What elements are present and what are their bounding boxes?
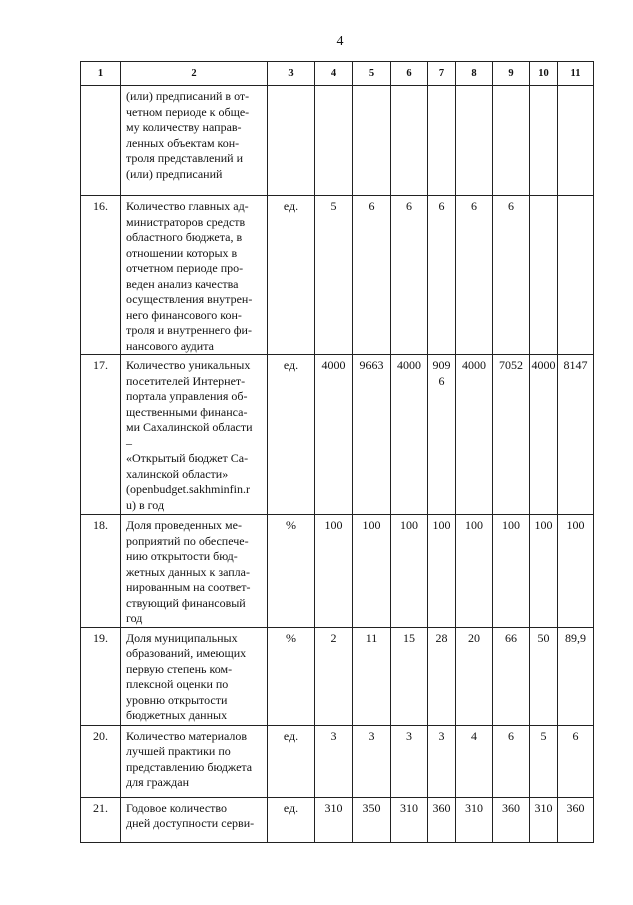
header-cell: 5 (353, 62, 391, 86)
value-cell (353, 86, 391, 196)
value-cell: 360 (428, 797, 456, 842)
value-cell: 66 (493, 627, 530, 725)
indicator-name: Количество уникальных посетителей Интернет- портала управления об- щественными финанса- ми Сахалинской области – «Открытый бюджет Са- халинской области» (openbudget.sakhminfin.r u) в год (121, 355, 268, 515)
indicator-name: Количество главных ад- министраторов средств областного бюджета, в отношении которых в отчетном периоде про- веден анализ качества осуществления внутрен- него финансового кон- троля и внутреннего фи- нансового аудита (121, 196, 268, 355)
value-cell: 3 (391, 725, 428, 797)
value-cell (558, 196, 594, 355)
unit-cell: % (268, 515, 315, 628)
value-cell: 3 (428, 725, 456, 797)
table-header-row (81, 62, 594, 86)
row-number: 18. (81, 515, 121, 628)
value-cell: 3 (315, 725, 353, 797)
value-cell: 50 (530, 627, 558, 725)
value-cell: 360 (558, 797, 594, 842)
table-row (81, 355, 594, 515)
unit-cell: ед. (268, 797, 315, 842)
indicator-name: Количество материалов лучшей практики по представлению бюджета для граждан (121, 725, 268, 797)
value-cell: 3 (353, 725, 391, 797)
value-cell: 9663 (353, 355, 391, 515)
value-cell: 6 (391, 196, 428, 355)
value-cell: 909 6 (428, 355, 456, 515)
value-cell: 8147 (558, 355, 594, 515)
value-cell: 2 (315, 627, 353, 725)
value-cell: 28 (428, 627, 456, 725)
row-number: 16. (81, 196, 121, 355)
value-cell: 360 (493, 797, 530, 842)
value-cell: 310 (315, 797, 353, 842)
value-cell: 11 (353, 627, 391, 725)
value-cell (530, 196, 558, 355)
value-cell: 310 (456, 797, 493, 842)
header-cell: 8 (456, 62, 493, 86)
value-cell: 4000 (391, 355, 428, 515)
row-number (81, 86, 121, 196)
table-row (81, 515, 594, 628)
value-cell: 6 (493, 725, 530, 797)
row-number: 17. (81, 355, 121, 515)
header-cell: 2 (121, 62, 268, 86)
unit-cell: ед. (268, 725, 315, 797)
value-cell: 5 (530, 725, 558, 797)
row-number: 21. (81, 797, 121, 842)
unit-cell: ед. (268, 355, 315, 515)
indicator-name: Годовое количество дней доступности серви- (121, 797, 268, 842)
value-cell: 310 (391, 797, 428, 842)
row-number: 20. (81, 725, 121, 797)
value-cell: 100 (353, 515, 391, 628)
value-cell: 100 (391, 515, 428, 628)
header-cell: 3 (268, 62, 315, 86)
value-cell (530, 86, 558, 196)
header-cell: 1 (81, 62, 121, 86)
header-cell: 7 (428, 62, 456, 86)
value-cell: 100 (558, 515, 594, 628)
header-cell: 11 (558, 62, 594, 86)
value-cell: 4000 (530, 355, 558, 515)
value-cell: 6 (558, 725, 594, 797)
value-cell: 15 (391, 627, 428, 725)
unit-cell (268, 86, 315, 196)
value-cell: 4 (456, 725, 493, 797)
value-cell: 4000 (456, 355, 493, 515)
value-cell: 100 (493, 515, 530, 628)
value-cell: 6 (493, 196, 530, 355)
header-cell: 9 (493, 62, 530, 86)
value-cell (391, 86, 428, 196)
indicator-name: Доля проведенных ме- роприятий по обеспече- нию открытости бюд- жетных данных к запла- нированным на соответ- ствующий финансовый год (121, 515, 268, 628)
value-cell (315, 86, 353, 196)
value-cell (493, 86, 530, 196)
value-cell: 100 (456, 515, 493, 628)
indicator-name: (или) предписаний в от- четном периоде к обще- му количеству направ- ленных объектам кон- троля представлений и (или) предписаний (121, 86, 268, 196)
value-cell: 100 (428, 515, 456, 628)
table-row (81, 725, 594, 797)
table-row (81, 797, 594, 842)
value-cell (558, 86, 594, 196)
value-cell: 100 (530, 515, 558, 628)
value-cell: 310 (530, 797, 558, 842)
value-cell: 6 (353, 196, 391, 355)
indicators-table (80, 61, 594, 843)
value-cell (456, 86, 493, 196)
row-number: 19. (81, 627, 121, 725)
value-cell: 6 (428, 196, 456, 355)
header-cell: 10 (530, 62, 558, 86)
value-cell (428, 86, 456, 196)
header-cell: 6 (391, 62, 428, 86)
page-number: 4 (336, 34, 344, 49)
value-cell: 5 (315, 196, 353, 355)
unit-cell: ед. (268, 196, 315, 355)
value-cell: 100 (315, 515, 353, 628)
table-row (81, 196, 594, 355)
value-cell: 89,9 (558, 627, 594, 725)
value-cell: 4000 (315, 355, 353, 515)
value-cell: 6 (456, 196, 493, 355)
value-cell: 7052 (493, 355, 530, 515)
table-row (81, 86, 594, 196)
table-row (81, 627, 594, 725)
unit-cell: % (268, 627, 315, 725)
indicator-name: Доля муниципальных образований, имеющих первую степень ком- плексной оценки по уровню открытости бюджетных данных (121, 627, 268, 725)
value-cell: 350 (353, 797, 391, 842)
header-cell: 4 (315, 62, 353, 86)
value-cell: 20 (456, 627, 493, 725)
